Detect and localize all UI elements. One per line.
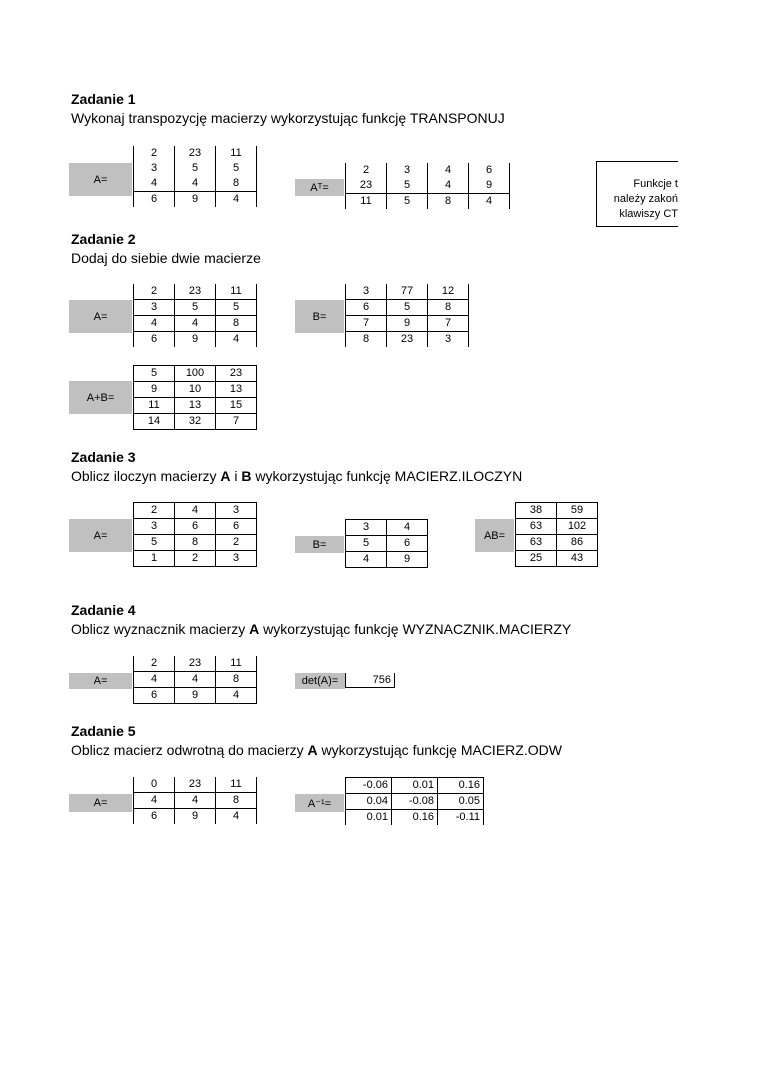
matrix-a-label: A= bbox=[69, 519, 132, 552]
matrix-a-transposed-label: Aᵀ= bbox=[295, 179, 344, 196]
task-2-title: Zadanie 2 bbox=[71, 231, 136, 247]
matrix-cell: 8 bbox=[216, 793, 257, 809]
matrix-inverse-table bbox=[345, 777, 484, 825]
matrix-cell: 7 bbox=[216, 414, 257, 430]
task-5-title: Zadanie 5 bbox=[71, 723, 136, 739]
task-2-desc-text: Dodaj do siebie dwie macierze bbox=[71, 250, 261, 266]
matrix-cell: 86 bbox=[557, 535, 598, 551]
matrix-cell: 5 bbox=[134, 366, 175, 382]
task-4-title: Zadanie 4 bbox=[71, 602, 136, 618]
task-1-description bbox=[71, 110, 505, 126]
matrix-cell: 0.05 bbox=[438, 794, 484, 810]
matrix-cell: 11 bbox=[216, 656, 257, 672]
matrix-b-table bbox=[345, 284, 469, 347]
matrix-product-label: AB= bbox=[475, 519, 514, 552]
matrix-cell: 4 bbox=[175, 503, 216, 519]
matrix-cell: 8 bbox=[216, 672, 257, 688]
matrix-cell: 102 bbox=[557, 519, 598, 535]
matrix-row bbox=[134, 688, 257, 704]
task-3-desc-text: wykorzystując funkcję MACIERZ.ILOCZYN bbox=[251, 468, 523, 484]
matrix-cell: 43 bbox=[557, 551, 598, 567]
matrix-row bbox=[134, 300, 257, 316]
matrix-cell: 5 bbox=[216, 300, 257, 316]
matrix-b-table bbox=[345, 519, 428, 568]
task-3-title: Zadanie 3 bbox=[71, 449, 136, 465]
matrix-row bbox=[134, 284, 257, 300]
matrix-cell: 6 bbox=[216, 519, 257, 535]
matrix-cell: 2 bbox=[346, 163, 387, 178]
matrix-cell: 3 bbox=[216, 551, 257, 567]
matrix-cell: 13 bbox=[216, 382, 257, 398]
task-4-desc-text: wykorzystując funkcję WYZNACZNIK.MACIERZY bbox=[259, 621, 572, 637]
matrix-cell: 23 bbox=[175, 146, 216, 161]
matrix-row bbox=[134, 332, 257, 348]
matrix-row bbox=[346, 536, 428, 552]
matrix-row bbox=[134, 535, 257, 551]
function-note bbox=[596, 161, 678, 227]
matrix-row bbox=[134, 551, 257, 567]
matrix-cell: 4 bbox=[428, 178, 469, 194]
matrix-cell: 6 bbox=[387, 536, 428, 552]
matrix-cell: 4 bbox=[134, 176, 175, 192]
matrix-a-table bbox=[133, 284, 257, 347]
matrix-row bbox=[134, 316, 257, 332]
matrix-cell: 9 bbox=[175, 688, 216, 704]
matrix-cell: 4 bbox=[216, 192, 257, 208]
matrix-cell: 6 bbox=[134, 332, 175, 348]
matrix-cell: 11 bbox=[216, 284, 257, 300]
matrix-cell: 2 bbox=[175, 551, 216, 567]
task-5-desc-bold-a: A bbox=[307, 742, 318, 758]
matrix-cell: 63 bbox=[516, 535, 557, 551]
matrix-row bbox=[346, 778, 484, 794]
matrix-row bbox=[516, 503, 598, 519]
matrix-row bbox=[516, 551, 598, 567]
matrix-sum-label: A+B= bbox=[69, 381, 132, 414]
matrix-cell: 4 bbox=[469, 194, 510, 210]
matrix-row bbox=[346, 810, 484, 826]
matrix-cell: 4 bbox=[346, 552, 387, 568]
matrix-cell: 3 bbox=[346, 520, 387, 536]
matrix-a-label: A= bbox=[69, 163, 132, 196]
matrix-cell: 3 bbox=[346, 284, 387, 300]
matrix-cell: 100 bbox=[175, 366, 216, 382]
matrix-cell: 9 bbox=[175, 192, 216, 208]
matrix-cell: 2 bbox=[134, 284, 175, 300]
matrix-cell: 12 bbox=[428, 284, 469, 300]
matrix-b-label: B= bbox=[295, 300, 344, 333]
task-2-description bbox=[71, 250, 261, 266]
matrix-row bbox=[134, 656, 257, 672]
matrix-cell: 23 bbox=[175, 284, 216, 300]
matrix-cell: 9 bbox=[387, 316, 428, 332]
matrix-cell: 14 bbox=[134, 414, 175, 430]
matrix-cell: 11 bbox=[134, 398, 175, 414]
matrix-cell: 8 bbox=[216, 316, 257, 332]
note-line: klawiszy CT bbox=[619, 208, 678, 220]
task-4-description bbox=[71, 621, 571, 637]
matrix-row bbox=[134, 161, 257, 176]
matrix-cell: 6 bbox=[175, 519, 216, 535]
matrix-cell: 1 bbox=[134, 551, 175, 567]
matrix-cell: 5 bbox=[175, 161, 216, 176]
matrix-cell: 0.16 bbox=[438, 778, 484, 794]
matrix-a-table bbox=[133, 777, 257, 824]
matrix-cell: 4 bbox=[216, 809, 257, 825]
matrix-sum-table bbox=[133, 365, 257, 430]
matrix-row bbox=[346, 284, 469, 300]
matrix-cell: 6 bbox=[134, 688, 175, 704]
matrix-cell: -0.11 bbox=[438, 810, 484, 826]
matrix-a-label: A= bbox=[69, 300, 132, 333]
matrix-row bbox=[346, 316, 469, 332]
matrix-cell: 11 bbox=[216, 146, 257, 161]
task-5-desc-text: Oblicz macierz odwrotną do macierzy bbox=[71, 742, 308, 758]
determinant-value: 756 bbox=[345, 673, 395, 688]
matrix-cell: 4 bbox=[134, 793, 175, 809]
matrix-cell: 9 bbox=[175, 332, 216, 348]
matrix-a-table bbox=[133, 502, 257, 567]
matrix-cell: 15 bbox=[216, 398, 257, 414]
matrix-cell: 5 bbox=[387, 178, 428, 194]
matrix-cell: 32 bbox=[175, 414, 216, 430]
matrix-a-label: A= bbox=[69, 673, 132, 689]
matrix-row bbox=[134, 146, 257, 161]
matrix-cell: 23 bbox=[175, 777, 216, 793]
determinant-label: det(A)= bbox=[295, 673, 345, 689]
matrix-cell: 77 bbox=[387, 284, 428, 300]
matrix-cell: 5 bbox=[346, 536, 387, 552]
task-3-desc-bold-a: A bbox=[220, 468, 231, 484]
matrix-a-transposed-table bbox=[345, 163, 510, 209]
task-3-description bbox=[71, 468, 522, 484]
task-3-desc-text: Oblicz iloczyn macierzy bbox=[71, 468, 221, 484]
matrix-row bbox=[134, 366, 257, 382]
matrix-cell: 23 bbox=[175, 656, 216, 672]
matrix-cell: 6 bbox=[469, 163, 510, 178]
matrix-inverse-label: A⁻¹= bbox=[295, 794, 344, 812]
matrix-cell: 4 bbox=[216, 332, 257, 348]
matrix-cell: 9 bbox=[175, 809, 216, 825]
matrix-cell: 6 bbox=[346, 300, 387, 316]
matrix-cell: 4 bbox=[134, 672, 175, 688]
matrix-cell: 0.16 bbox=[392, 810, 438, 826]
matrix-row bbox=[516, 535, 598, 551]
matrix-cell: -0.08 bbox=[392, 794, 438, 810]
matrix-cell: 4 bbox=[387, 520, 428, 536]
matrix-cell: 5 bbox=[216, 161, 257, 176]
task-3-desc-text: i bbox=[230, 468, 242, 484]
matrix-row bbox=[346, 194, 510, 210]
matrix-cell: 59 bbox=[557, 503, 598, 519]
matrix-cell: 4 bbox=[428, 163, 469, 178]
note-line: należy zakoń bbox=[613, 193, 678, 205]
matrix-cell: 4 bbox=[175, 672, 216, 688]
matrix-cell: 7 bbox=[346, 316, 387, 332]
matrix-cell: -0.06 bbox=[346, 778, 392, 794]
matrix-cell: 13 bbox=[175, 398, 216, 414]
matrix-row bbox=[134, 382, 257, 398]
matrix-cell: 4 bbox=[134, 316, 175, 332]
matrix-cell: 8 bbox=[216, 176, 257, 192]
matrix-cell: 6 bbox=[134, 192, 175, 208]
matrix-cell: 63 bbox=[516, 519, 557, 535]
matrix-row bbox=[134, 777, 257, 793]
matrix-row bbox=[346, 178, 510, 194]
matrix-cell: 0.04 bbox=[346, 794, 392, 810]
matrix-row bbox=[346, 552, 428, 568]
matrix-row bbox=[516, 519, 598, 535]
matrix-cell: 4 bbox=[216, 688, 257, 704]
matrix-cell: 5 bbox=[175, 300, 216, 316]
matrix-row bbox=[346, 332, 469, 348]
matrix-cell: 8 bbox=[346, 332, 387, 348]
matrix-cell: 3 bbox=[428, 332, 469, 348]
task-4-desc-text: Oblicz wyznacznik macierzy bbox=[71, 621, 250, 637]
matrix-cell: 9 bbox=[134, 382, 175, 398]
task-3-desc-bold-b: B bbox=[241, 468, 252, 484]
matrix-cell: 2 bbox=[134, 656, 175, 672]
matrix-cell: 0.01 bbox=[346, 810, 392, 826]
matrix-row bbox=[134, 793, 257, 809]
matrix-cell: 0 bbox=[134, 777, 175, 793]
matrix-cell: 11 bbox=[216, 777, 257, 793]
matrix-cell: 23 bbox=[387, 332, 428, 348]
matrix-row bbox=[134, 672, 257, 688]
matrix-a-table bbox=[133, 146, 257, 207]
matrix-cell: 3 bbox=[134, 161, 175, 176]
matrix-cell: 7 bbox=[428, 316, 469, 332]
matrix-cell: 5 bbox=[387, 300, 428, 316]
note-line: Funkcje t bbox=[633, 178, 678, 190]
matrix-row bbox=[134, 503, 257, 519]
matrix-cell: 2 bbox=[134, 503, 175, 519]
matrix-row bbox=[346, 520, 428, 536]
matrix-cell: 3 bbox=[134, 519, 175, 535]
matrix-cell: 5 bbox=[387, 194, 428, 210]
matrix-cell: 6 bbox=[134, 809, 175, 825]
matrix-row bbox=[346, 794, 484, 810]
matrix-cell: 5 bbox=[134, 535, 175, 551]
matrix-cell: 8 bbox=[428, 300, 469, 316]
matrix-row bbox=[134, 398, 257, 414]
matrix-product-table bbox=[515, 502, 598, 567]
matrix-b-label: B= bbox=[295, 536, 344, 553]
task-5-description bbox=[71, 742, 562, 758]
matrix-a-table bbox=[133, 656, 257, 704]
task-1-desc-text: Wykonaj transpozycję macierzy wykorzystując funkcję TRANSPONUJ bbox=[71, 110, 505, 126]
matrix-row bbox=[134, 519, 257, 535]
matrix-row bbox=[134, 414, 257, 430]
matrix-cell: 8 bbox=[428, 194, 469, 210]
matrix-cell: 9 bbox=[387, 552, 428, 568]
matrix-cell: 23 bbox=[216, 366, 257, 382]
task-5-desc-text: wykorzystując funkcję MACIERZ.ODW bbox=[317, 742, 562, 758]
matrix-cell: 9 bbox=[469, 178, 510, 194]
matrix-cell: 2 bbox=[216, 535, 257, 551]
matrix-row bbox=[346, 300, 469, 316]
matrix-cell: 3 bbox=[387, 163, 428, 178]
task-1-title: Zadanie 1 bbox=[71, 91, 136, 107]
matrix-cell: 4 bbox=[175, 316, 216, 332]
matrix-cell: 4 bbox=[175, 176, 216, 192]
matrix-cell: 3 bbox=[216, 503, 257, 519]
matrix-cell: 8 bbox=[175, 535, 216, 551]
matrix-cell: 38 bbox=[516, 503, 557, 519]
matrix-cell: 10 bbox=[175, 382, 216, 398]
matrix-cell: 3 bbox=[134, 300, 175, 316]
task-4-desc-bold-a: A bbox=[249, 621, 260, 637]
matrix-row bbox=[134, 176, 257, 192]
matrix-cell: 11 bbox=[346, 194, 387, 210]
matrix-cell: 0.01 bbox=[392, 778, 438, 794]
matrix-row bbox=[134, 192, 257, 208]
matrix-cell: 25 bbox=[516, 551, 557, 567]
matrix-row bbox=[346, 163, 510, 178]
matrix-a-label: A= bbox=[69, 794, 132, 812]
matrix-cell: 4 bbox=[175, 793, 216, 809]
matrix-cell: 2 bbox=[134, 146, 175, 161]
matrix-row bbox=[134, 809, 257, 825]
matrix-cell: 23 bbox=[346, 178, 387, 194]
